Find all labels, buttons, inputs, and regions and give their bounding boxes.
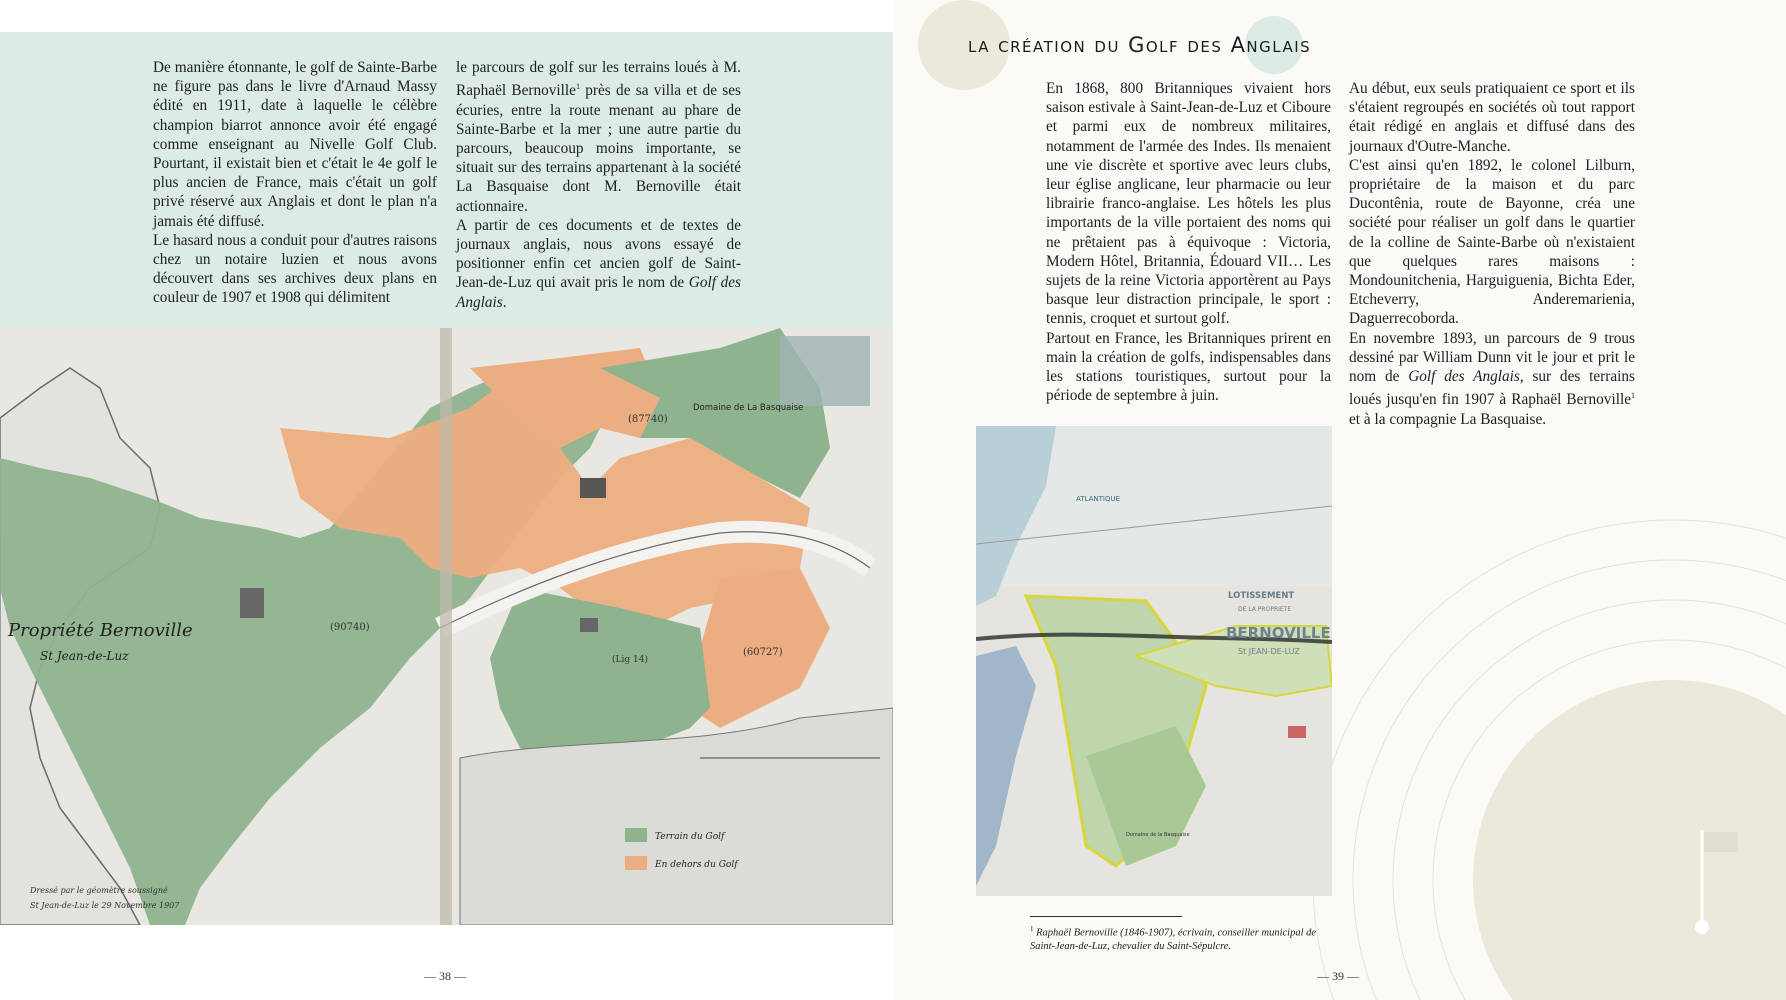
map-label-parcel: (Lig 14)	[612, 655, 648, 665]
footnote-rule	[1030, 916, 1182, 917]
map-signature-note: Dressé par le géomètre soussigné	[30, 886, 168, 895]
map-label-city: St JEAN-DE-LUZ	[1238, 647, 1300, 656]
map-label-domaine: Domaine de La Basquaise	[693, 403, 804, 413]
page-number: — 39 —	[1317, 969, 1359, 983]
paragraph: Le hasard nous a conduit pour d'autres raisons chez un notaire luzien et nous avons découvert dans ses archives deux plans en couleur de 1907 et 1908 qui délimitent	[153, 231, 437, 307]
paragraph: En novembre 1893, un parcours de 9 trous dessiné par William Dunn vit le jour et prit le nom de Golf des Anglais, sur des terrains loués jusqu'en fin 1907 à Raphaël Bernoville$^1$ et à la compagnie La Basquaise.	[1349, 329, 1635, 428]
lotissement-plan-map	[976, 426, 1332, 896]
map-label-domaine: Domaine de la Basquaise	[1126, 832, 1190, 838]
left-column-2	[456, 58, 741, 312]
left-column-1	[153, 58, 437, 308]
map-label-ocean: ATLANTIQUE	[1076, 495, 1121, 503]
map-signature-date: St Jean-de-Luz le 29 Novembre 1907	[30, 901, 180, 910]
page-number: — 38 —	[424, 969, 466, 983]
footnote-ref: 1	[575, 82, 580, 92]
paragraph: Au début, eux seuls pratiquaient ce sport et ils s'étaient regroupés en sociétés où tout rapport était rédigé en anglais et diffusé dans des journaux d'Outre-Manche.	[1349, 80, 1635, 155]
map-label-parcel: (90740)	[330, 622, 370, 633]
paragraph: Partout en France, les Britanniques prirent en main la création de golfs, indispensables dans les stations touristiques, surtout pour la période de septembre à juin.	[1046, 329, 1331, 405]
paragraph: C'est ainsi qu'en 1892, le colonel Lilburn, propriétaire de la maison et du parc Ducontênia, route de Bayonne, créa une société pour réaliser un golf dans le quartier de la colline de Sainte-Barbe où n'existaient que quelques rares maisons : Mondounitchenia, Harguiguenia, Bichta Eder, Etcheverry, Anderemarienia, Daguerrecoborda.	[1349, 156, 1635, 328]
legend-golf: Terrain du Golf	[655, 832, 725, 842]
map-label-city: St Jean-de-Luz	[40, 649, 129, 663]
golf-plan-map-1907	[0, 328, 893, 925]
map-label-parcel: (60727)	[743, 647, 783, 658]
map-label-propriete: DE LA PROPRIETE	[1238, 606, 1292, 613]
intro-band	[0, 32, 893, 328]
paragraph: En 1868, 800 Britanniques vivaient hors saison estivale à Saint-Jean-de-Luz et Ciboure et parmi eux de nombreux militaires, notamment de l'armée des Indes. Ils menaient une vie discrète et sportive avec leurs clubs, leur église anglicane, leur pharmacie ou leur librairie franco-anglaise. Les hôtels les plus importants de la ville portaient des noms qui ne prêtaient pas à équivoque : Victoria, Modern Hôtel, Britannia, Édouard VII… Les sujets de la reine Victoria apportèrent au Pays basque leur distraction principale, le sport : tennis, croquet et surtout golf.	[1046, 80, 1331, 328]
right-column-2	[1349, 79, 1635, 429]
golf-flag-icon	[1690, 830, 1750, 940]
map-label-lotissement: LOTISSEMENT	[1228, 591, 1295, 601]
map-label-propriete: Propriété Bernoville	[8, 620, 193, 641]
paragraph: A partir de ces documents et de textes de journaux anglais, nous avons essayé de positionner enfin cet ancien golf de Saint-Jean-de-Luz qui avait pris le nom de Golf des Anglais.	[456, 216, 741, 311]
footnote: $^1$ Raphaël Bernoville (1846-1907), écrivain, conseiller municipal de Saint-Jean-de-Luz, chevalier du Saint-Sépulcre.	[1030, 925, 1317, 952]
map-label-bernoville: BERNOVILLE	[1226, 624, 1331, 642]
legend-outside: En dehors du Golf	[655, 860, 738, 870]
footnote-ref: 1	[1631, 391, 1635, 401]
page-title: la création du Golf des Anglais	[968, 33, 1312, 57]
paragraph: le parcours de golf sur les terrains loués à M. Raphaël Bernoville$^1$ près de sa villa et de ses écuries, entre la route menant au phare de Sainte-Barbe et la mer ; une autre partie du parcours, beaucoup moins importante, se situait sur des terrains appartenant à la société La Basquaise dont M. Bernoville était actionnaire.	[456, 59, 742, 215]
paragraph: De manière étonnante, le golf de Sainte-Barbe ne figure pas dans le livre d'Arnaud Massy édité en 1911, date à laquelle le célèbre champion biarrot annonce avoir été engagé comme enseignant au Nivelle Golf Club. Pourtant, il existait bien et c'était le 4e golf le plus ancien de France, mais c'était un golf privé réservé aux Anglais et dont le plan n'a jamais été diffusé.	[153, 59, 437, 230]
right-column-1	[1046, 79, 1331, 405]
map-label-parcel: (87740)	[628, 414, 668, 425]
